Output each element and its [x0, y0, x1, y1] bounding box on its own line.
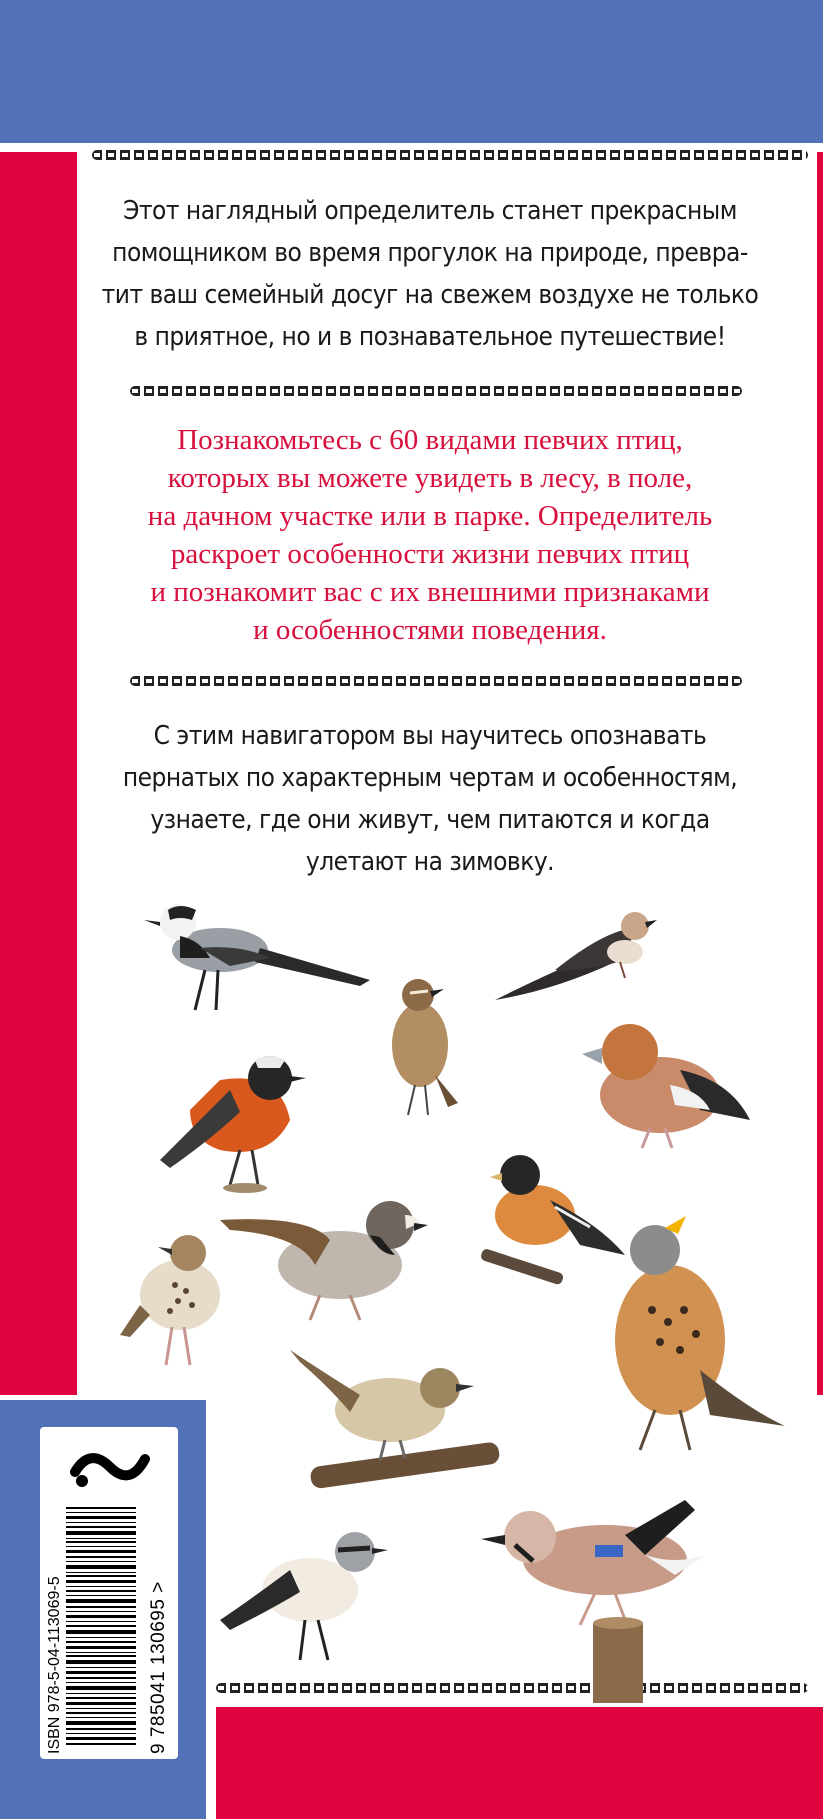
intro-line: Этот наглядный определитель станет прекрасным [123, 196, 737, 226]
northern-wheatear-icon [220, 1532, 388, 1660]
common-redstart-icon [160, 1056, 306, 1193]
right-red-strip [817, 152, 823, 1395]
highlight-line: на дачном участке или в парке. Определитель [147, 500, 713, 532]
outro-line: пернатых по характерным чертам и особенностям, [122, 763, 738, 793]
left-red-strip [0, 152, 77, 1395]
outro-line: узнаете, где они живут, чем питаются и когда [150, 805, 710, 835]
isbn-label: ISBN 978-5-04-113069-5 [46, 1576, 63, 1754]
garden-warbler-icon [290, 1350, 501, 1489]
birds-illustration [120, 880, 810, 1710]
chain-divider-top [92, 150, 808, 160]
top-blue-band [0, 0, 823, 143]
whinchat-icon [392, 979, 458, 1115]
intro-line: тит ваш семейный досуг на свежем воздухе не только [101, 280, 759, 310]
chain-divider-2 [130, 676, 742, 686]
fieldfare-icon [615, 1216, 785, 1450]
intro-line: помощником во время прогулок на природе, превра- [112, 238, 748, 268]
intro-line: в приятное, но и в познавательное путешествие! [134, 322, 726, 352]
intro-paragraph [100, 190, 760, 358]
barn-swallow-icon [495, 912, 657, 1000]
outro-paragraph [100, 715, 760, 883]
brambling-icon [480, 1155, 625, 1286]
highlight-paragraph [100, 421, 760, 649]
highlight-line: которых вы можете увидеть в лесу, в поле, [167, 462, 693, 494]
bottom-red-strip [216, 1707, 823, 1819]
highlight-line: и особенностями поведения. [253, 614, 607, 646]
house-sparrow-icon [220, 1201, 428, 1320]
highlight-line: раскроет особенности жизни певчих птиц [170, 538, 690, 570]
highlight-line: и познакомит вас с их внешними признаками [150, 576, 710, 608]
hawfinch-icon [582, 1024, 750, 1148]
white-wagtail-icon [144, 904, 370, 1010]
barcode-icon [66, 1507, 136, 1747]
outro-line: улетают на зимовку. [305, 847, 555, 877]
outro-line: С этим навигатором вы научитесь опознавать [153, 721, 707, 751]
tree-pipit-icon [120, 1235, 220, 1365]
chain-divider-1 [130, 386, 742, 396]
highlight-line: Познакомьтесь с 60 видами певчих птиц, [177, 424, 683, 456]
eurasian-jay-icon [481, 1500, 705, 1703]
swirl-logo-icon [60, 1437, 160, 1497]
barcode-digits: 9 785041 130695 > [148, 1581, 169, 1754]
